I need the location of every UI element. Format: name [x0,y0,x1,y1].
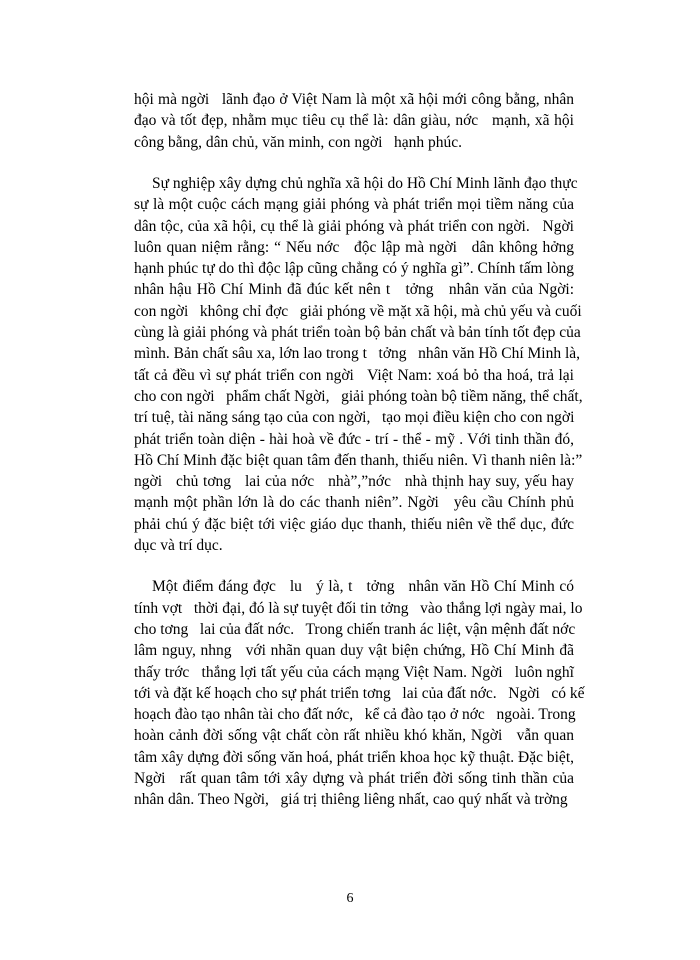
paragraph-2-line-3: dân tộc, của xã hội, cụ thể là giải phóng và phát triển con ngời. Ngời [134,217,574,235]
paragraph-3-line-3: cho tơng lai của đất nớc. Trong chiến tranh ác liệt, vận mệnh đất nớc [134,620,576,638]
paragraph-2-line-2: sự là một cuộc cách mạng giải phóng và phát triển mọi tiềm năng của [134,196,574,214]
paragraph-3-line-4: lâm nguy, nhng với nhãn quan duy vật biện chứng, Hồ Chí Minh đã [134,642,574,660]
paragraph-3-line-2: tính vợt thời đại, đó là sự tuyệt đối tin tởng vào thắng lợi ngày mai, lo [134,599,583,617]
paragraph-2-line-6: nhân hậu Hồ Chí Minh đã đúc kết nên t tởng nhân văn của Ngời: [134,281,574,299]
paragraph-2-line-9: mình. Bản chất sâu xa, lớn lao trong t tởng nhân văn Hồ Chí Minh là, [134,345,581,363]
paragraph-2-line-12: trí tuệ, tài năng sáng tạo của con ngời, tạo mọi điều kiện cho con ngời [134,409,575,427]
paragraph-3-line-11: nhân dân. Theo Ngời, giá trị thiêng liêng nhất, cao quý nhất và trờng [134,791,568,809]
paragraph-3-line-6: tới và đặt kế hoạch cho sự phát triển tơng lai của đất nớc. Ngời có kế [134,684,585,702]
paragraph-3-line-10: Ngời rất quan tâm tới xây dựng và phát triển đời sống tinh thần của [134,770,574,787]
paragraph-3-line-9: tâm xây dựng đời sống văn hoá, phát triển khoa học kỹ thuật. Đặc biệt, [134,748,574,766]
paragraph-1-line-2: đạo và tốt đẹp, nhằm mục tiêu cụ thể là: dân giàu, nớc mạnh, xã hội [134,112,574,130]
paragraph-1-line-3: công bằng, dân chủ, văn minh, con ngời hạnh phúc. [134,133,463,151]
paragraph-2-line-8: cùng là giải phóng và phát triển toàn bộ bản chất và bản tính tốt đẹp của [134,324,581,341]
paragraph-2-line-5: hạnh phúc tự do thì độc lập cũng chẳng có ý nghĩa gì”. Chính tấm lòng [134,260,574,278]
paragraph-2-line-18: dục và trí dục. [134,537,223,554]
paragraph-2-line-17: phải chú ý đặc biệt tới việc giáo dục thanh, thiếu niên về thể dục, đức [134,515,574,533]
paragraph-2-line-10: tất cả đều vì sự phát triển con ngời Việt Nam: xoá bỏ tha hoá, trả lại [134,366,574,384]
paragraph-2-line-4: luôn quan niệm rằng: “ Nếu nớc độc lập mà ngời dân không hởng [134,238,574,256]
paragraph-2-line-16: mạnh một phần lớn là do các thanh niên”. Ngời yêu cầu Chính phủ [134,494,574,512]
paragraph-2-line-11: cho con ngời phẩm chất Ngời, giải phóng toàn bộ tiềm năng, thể chất, [134,387,583,405]
paragraph-2-line-1: Sự nghiệp xây dựng chủ nghĩa xã hội do Hồ Chí Minh lãnh đạo thực [152,174,578,192]
page-number: 6 [346,891,354,906]
paragraph-2-line-7: con ngời không chỉ đợc giải phóng về mặt xã hội, mà chủ yếu và cuối [134,302,582,320]
paragraph-2-line-15: ngời chủ tơng lai của nớc nhà”,”nớc nhà thịnh hay suy, yếu hay [134,473,574,491]
paragraph-3-line-8: hoàn cảnh đời sống vật chất còn rất nhiều khó khăn, Ngời vẫn quan [134,727,574,745]
paragraph-3-line-5: thấy trớc thắng lợi tất yếu của cách mạng Việt Nam. Ngời luôn nghĩ [134,663,574,681]
paragraph-2-line-13: phát triển toàn diện - hài hoà về đức - trí - thể - mỹ . Với tinh thần đó, [134,430,574,448]
paragraph-3-line-1: Một điểm đáng đợc lu ý là, t tởng nhân văn Hồ Chí Minh có [152,578,574,596]
paragraph-3-line-7: hoạch đào tạo nhân tài cho đất nớc, kể cả đào tạo ở nớc ngoài. Trong [134,706,576,724]
paragraph-1-line-1: hội mà ngời lãnh đạo ở Việt Nam là một xã hội mới công bằng, nhân [134,91,574,108]
paragraph-2-line-14: Hồ Chí Minh đặc biệt quan tâm đến thanh, thiếu niên. Vì thanh niên là:” [134,451,583,469]
